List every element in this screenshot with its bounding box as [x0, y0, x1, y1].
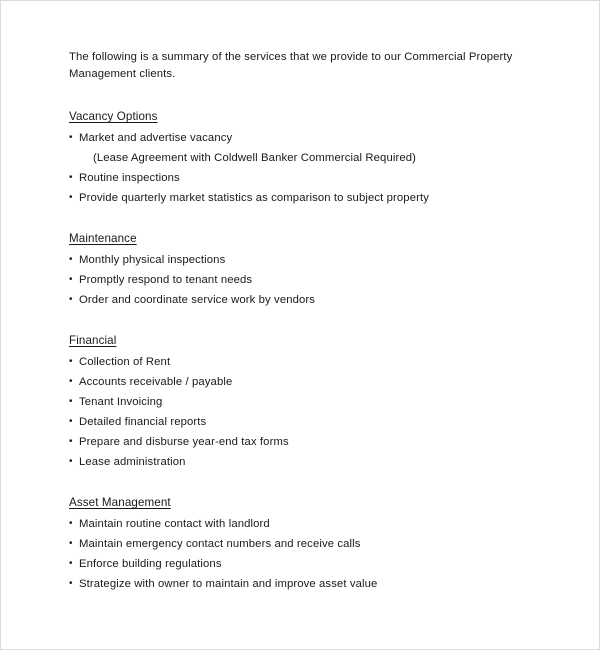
bullet-list-financial: [69, 355, 535, 469]
list-item: • Collection of Rent: [69, 355, 535, 369]
bullet-list-asset-management: [69, 517, 535, 591]
list-item: • Order and coordinate service work by vendors: [69, 293, 535, 307]
intro-paragraph: The following is a summary of the services that we provide to our Commercial Property Management clients.: [69, 51, 513, 80]
list-item: • Monthly physical inspections: [69, 253, 535, 267]
list-item: • Accounts receivable / payable: [69, 375, 535, 389]
section-heading-asset-management: Asset Management: [69, 496, 171, 509]
list-item: • Promptly respond to tenant needs: [69, 273, 535, 287]
list-item: • Lease administration: [69, 455, 535, 469]
list-item: • Maintain emergency contact numbers and receive calls: [69, 537, 535, 551]
bullet-list-vacancy-options: [69, 131, 535, 205]
section-vacancy-options: [69, 107, 535, 205]
list-item: • Routine inspections: [69, 171, 535, 185]
list-item: • Detailed financial reports: [69, 415, 535, 429]
list-item: • Maintain routine contact with landlord: [69, 517, 535, 531]
section-heading-vacancy-options: Vacancy Options: [69, 110, 158, 123]
bullet-list-maintenance: [69, 253, 535, 307]
list-item: • Tenant Invoicing: [69, 395, 535, 409]
list-item: • Prepare and disburse year-end tax forms: [69, 435, 535, 449]
section-maintenance: [69, 229, 535, 307]
section-heading-maintenance: Maintenance: [69, 232, 137, 245]
section-heading-financial: Financial: [69, 334, 117, 347]
list-item: • Market and advertise vacancy: [69, 131, 535, 145]
section-financial: [69, 331, 535, 469]
list-item: • Provide quarterly market statistics as comparison to subject property: [69, 191, 535, 205]
list-item: • Strategize with owner to maintain and improve asset value: [69, 577, 535, 591]
list-item: • Enforce building regulations: [69, 557, 535, 571]
section-asset-management: [69, 493, 535, 591]
document-body: [69, 49, 535, 597]
list-item-note: (Lease Agreement with Coldwell Banker Commercial Required): [93, 152, 417, 164]
